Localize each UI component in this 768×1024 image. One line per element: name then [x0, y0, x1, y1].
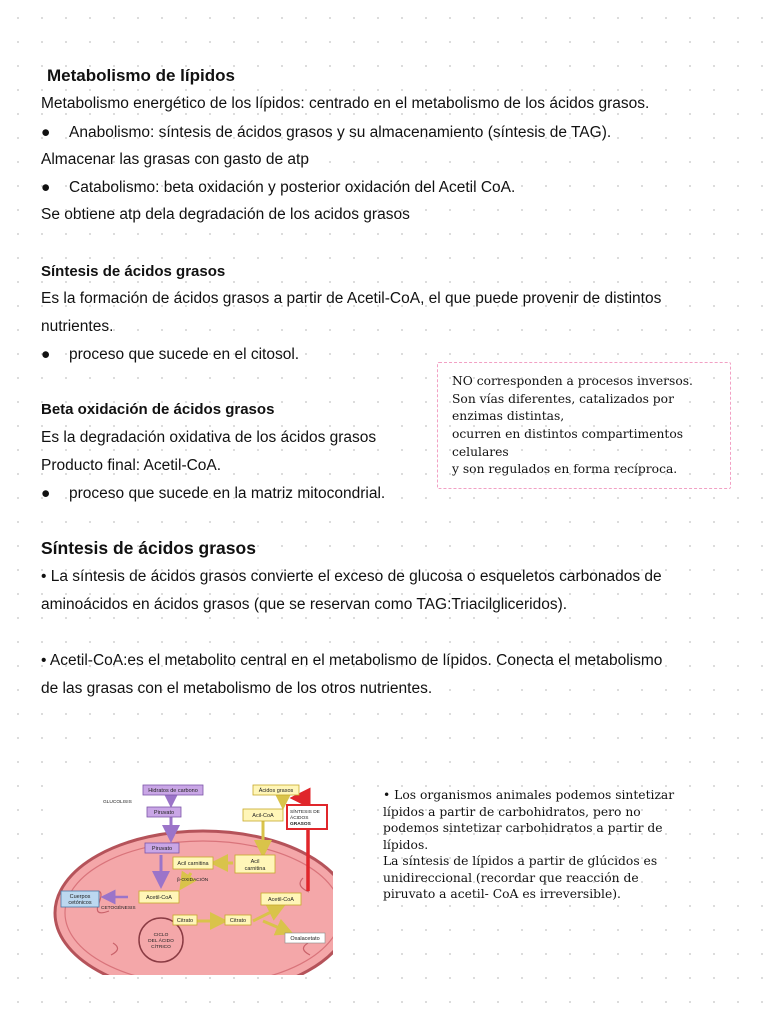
label-ciclo-1: CICLO	[153, 933, 169, 938]
label-citrato-outer: Citrato	[229, 918, 247, 924]
side-note-line: lípidos a partir de carbohidratos, pero no	[383, 804, 641, 819]
sintesis-line-1: Es la formación de ácidos grasos a partir de Acetil-CoA, el que puede provenir de distintos	[41, 290, 662, 307]
bullet-dot: ●	[41, 346, 51, 363]
section2-p2-line-2: de las grasas con el metabolismo de los otros nutrientes.	[41, 680, 433, 697]
note-line: ocurren en distintos compartimentos	[452, 427, 684, 441]
bullet-text: Catabolismo: beta oxidación y posterior oxidación del Acetil CoA.	[69, 179, 516, 196]
side-note-line: unidireccional (recordar que reacción de	[383, 870, 639, 885]
label-acil-carnitina-outer-1: Acil	[250, 859, 260, 865]
label-sintesis-2: ÁCIDOS	[290, 816, 309, 821]
bullet-text: proceso que sucede en el citosol.	[69, 346, 300, 363]
label-acil-carnitina-outer-2: carnitina	[244, 866, 266, 872]
label-citrato-inner: Citrato	[176, 918, 194, 924]
note-line: celulares	[452, 444, 509, 459]
label-acidos-grasos: Ácidos grasos	[258, 788, 294, 794]
note-line: Son vías diferentes, catalizados por	[452, 391, 674, 406]
label-sintesis-1: SÍNTESIS DE	[290, 810, 320, 815]
label-acil-coa: Acil-CoA	[252, 813, 274, 819]
anabolismo-note: Almacenar las grasas con gasto de atp	[41, 151, 309, 168]
side-note-line: La síntesis de lípidos a partir de glúcidos es	[383, 854, 658, 868]
section2-heading: Síntesis de ácidos grasos	[41, 538, 256, 558]
side-note-line: lípidos.	[383, 837, 429, 852]
metabolism-diagram	[53, 773, 333, 975]
label-acetil-coa-inner: Acetil-CoA	[146, 895, 172, 901]
bullet-text: Anabolismo: síntesis de ácidos grasos y su almacenamiento (síntesis de TAG).	[69, 124, 612, 141]
label-ciclo-2: DEL ÁCIDO	[148, 939, 174, 944]
label-cetogenesis: CETOGÉNESIS	[101, 906, 136, 911]
bullet-dot: ●	[41, 485, 51, 502]
note-line: enzimas distintas,	[452, 409, 565, 423]
label-hidratos: Hidratos de carbono	[148, 788, 198, 794]
label-ciclo-3: CÍTRICO	[151, 945, 171, 950]
beta-heading: Beta oxidación de ácidos grasos	[41, 401, 275, 418]
note-line: y son regulados en forma recíproca.	[452, 462, 678, 476]
section2-p2-line-1: • Acetil-CoA:es el metabolito central en el metabolismo de lípidos. Conecta el metabolismo	[41, 652, 663, 669]
note-box	[437, 362, 731, 489]
label-cuerpos-1: Cuerpos	[69, 894, 91, 900]
sintesis-heading: Síntesis de ácidos grasos	[41, 263, 226, 280]
section2-p1-line-2: aminoácidos en ácidos grasos (que se reservan como TAG:Triacilgliceridos).	[41, 596, 568, 613]
page-title: Metabolismo de lípidos	[47, 66, 235, 85]
note-line: NO corresponden a procesos inversos.	[452, 374, 693, 388]
side-note	[383, 787, 723, 907]
side-note-line: • Los organismos animales podemos sintetizar	[383, 788, 675, 802]
bullet-dot: ●	[41, 179, 51, 196]
label-piruvato-inner: Piruvato	[151, 846, 173, 852]
label-sintesis-3: GRASOS	[290, 822, 311, 827]
label-piruvato-outer: Piruvato	[153, 810, 175, 816]
label-beta-oxidacion: β-OXIDACIÓN	[177, 878, 209, 883]
label-oxalacetato: Oxalacetato	[290, 936, 320, 942]
sintesis-line-2: nutrientes.	[41, 318, 114, 335]
label-acetil-coa-outer: Acetil-CoA	[268, 897, 294, 903]
catabolismo-note: Se obtiene atp dela degradación de los acidos grasos	[41, 206, 410, 223]
intro-line: Metabolismo energético de los lípidos: centrado en el metabolismo de los ácidos grasos.	[41, 95, 650, 112]
bullet-text: proceso que sucede en la matriz mitocondrial.	[69, 485, 386, 502]
beta-line-1: Es la degradación oxidativa de los ácidos grasos	[41, 429, 377, 446]
label-acil-carnitina-inner: Acil carnitina	[177, 861, 209, 867]
label-cuerpos-2: cetónicos	[68, 900, 92, 906]
side-note-line: piruvato a acetil- CoA es irreversible).	[383, 887, 621, 901]
bullet-dot: ●	[41, 124, 51, 141]
side-note-line: podemos sintetizar carbohidratos a partir de	[383, 821, 663, 835]
diagram-svg	[53, 773, 333, 975]
section2-p1-line-1: • La síntesis de ácidos grasos convierte el exceso de glucosa o esqueletos carbonados de	[41, 568, 662, 585]
label-glucolisis: GLUCOLISIS	[103, 800, 132, 805]
beta-line-2: Producto final: Acetil-CoA.	[41, 457, 222, 474]
